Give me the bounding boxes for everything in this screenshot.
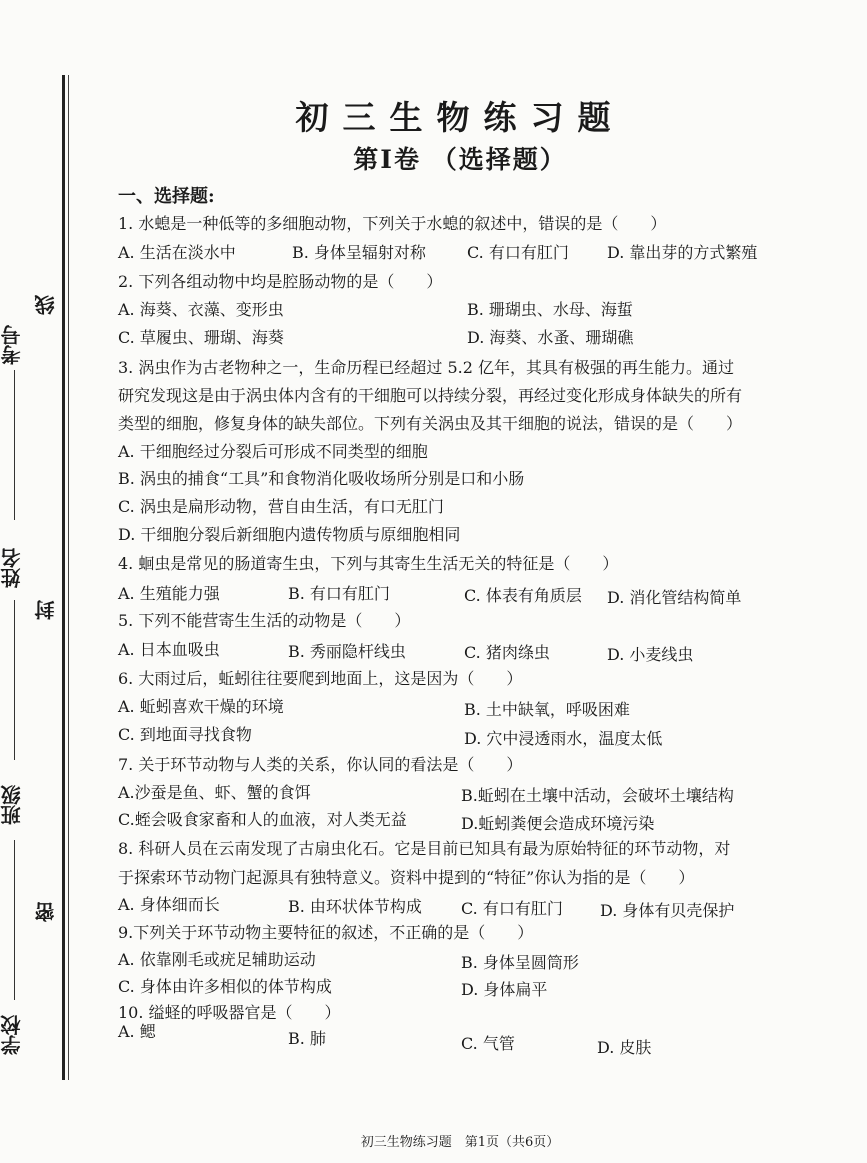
option: D. 穴中浸透雨水，温度太低 [464,729,663,748]
option: D. 靠出芽的方式繁殖 [607,243,758,262]
option: A. 海葵、衣藻、变形虫 [118,300,284,319]
option: A. 蚯蚓喜欢干燥的环境 [118,697,284,716]
option: C. 气管 [461,1034,515,1053]
option: B. 秀丽隐杆线虫 [288,642,406,661]
question-stem: 研究发现这是由于涡虫体内含有的干细胞可以持续分裂，再经过变化形成身体缺失的所有 [118,386,743,405]
section-heading: 一、选择题: [118,186,215,207]
option: B. 涡虫的捕食“工具”和食物消化吸收场所分别是口和小肠 [118,469,525,488]
option: D. 小麦线虫 [607,645,694,664]
option: B. 身体呈辐射对称 [292,243,426,262]
page-subtitle: 第Ⅰ卷 （选择题） [353,145,567,174]
option: C. 身体由许多相似的体节构成 [118,977,332,996]
option: A. 干细胞经过分裂后可形成不同类型的细胞 [118,442,428,461]
option: C. 有口有肛门 [467,243,569,262]
option: C. 到地面寻找食物 [118,725,252,744]
question-stem: 1. 水螅是一种低等的多细胞动物，下列关于水螅的叙述中，错误的是（ ） [118,214,667,233]
margin-kaohao: 考号 [0,325,24,365]
margin-xuexiao: 学校 [0,1015,24,1055]
margin-mi: 密 [34,902,58,922]
question-stem: 9.下列关于环节动物主要特征的叙述，不正确的是（ ） [118,923,534,942]
option: C. 猪肉绦虫 [464,643,550,662]
option: A. 依靠刚毛或疣足辅助运动 [118,950,316,969]
option: D. 身体有贝壳保护 [600,901,735,920]
question-stem: 10. 缢蛏的呼吸器官是（ ） [118,1003,341,1022]
question-stem: 8. 科研人员在云南发现了古扇虫化石。它是目前已知具有最为原始特征的环节动物，对 [118,839,731,858]
option: B.蚯蚓在土壤中活动，会破坏土壤结构 [461,786,734,805]
option: B. 珊瑚虫、水母、海蜇 [467,300,633,319]
margin-feng: 封 [34,600,58,620]
question-stem: 5. 下列不能营寄生生活的动物是（ ） [118,611,411,630]
option: C. 体表有角质层 [464,586,582,605]
option: A. 鳃 [118,1022,156,1041]
question-stem: 3. 涡虫作为古老物种之一，生命历程已经超过 5.2 亿年，其具有极强的再生能力。通过 [118,358,734,377]
option: D.蚯蚓粪便会造成环境污染 [461,814,655,833]
question-stem: 类型的细胞，修复身体的缺失部位。下列有关涡虫及其干细胞的说法，错误的是（ ） [118,414,743,433]
option: C. 草履虫、珊瑚、海葵 [118,328,284,347]
option: B. 身体呈圆筒形 [461,953,579,972]
option: D. 皮肤 [597,1038,652,1057]
option: A.沙蚕是鱼、虾、蟹的食饵 [118,783,311,802]
option: A. 生活在淡水中 [118,243,236,262]
binding-line-thin [68,75,69,1080]
margin-banji: 班级 [0,785,24,825]
option: D. 干细胞分裂后新细胞内遗传物质与原细胞相同 [118,525,461,544]
page-footer: 初三生物练习题 第1页（共6页） [360,1135,560,1150]
option: B. 有口有肛门 [288,584,390,603]
margin-blank-xingming [14,600,15,760]
option: A. 身体细而长 [118,895,220,914]
option: D. 消化管结构简单 [607,588,742,607]
option: C. 有口有肛门 [461,899,563,918]
question-stem: 于探索环节动物门起源具有独特意义。资料中提到的“特征”你认为指的是（ ） [118,868,695,887]
option: C.蛭会吸食家畜和人的血液，对人类无益 [118,810,407,829]
question-stem: 6. 大雨过后，蚯蚓往往要爬到地面上，这是因为（ ） [118,669,523,688]
option: B. 肺 [288,1029,326,1048]
binding-line [62,75,65,1080]
margin-xian: 线 [34,295,58,315]
option: A. 日本血吸虫 [118,640,220,659]
question-stem: 7. 关于环节动物与人类的关系，你认同的看法是（ ） [118,755,523,774]
option: B. 土中缺氧，呼吸困难 [464,700,630,719]
option: D. 海葵、水蚤、珊瑚礁 [467,328,634,347]
option: D. 身体扁平 [461,980,548,999]
margin-xingming: 姓名 [0,548,24,588]
margin-blank-banji [14,840,15,1000]
option: A. 生殖能力强 [118,584,220,603]
option: C. 涡虫是扁形动物，营自由生活，有口无肛门 [118,497,444,516]
option: B. 由环状体节构成 [288,897,422,916]
margin-blank-kaohao [14,370,15,520]
page-title: 初三生物练习题 [295,98,625,137]
question-stem: 2. 下列各组动物中均是腔肠动物的是（ ） [118,272,443,291]
question-stem: 4. 蛔虫是常见的肠道寄生虫，下列与其寄生生活无关的特征是（ ） [118,554,619,573]
